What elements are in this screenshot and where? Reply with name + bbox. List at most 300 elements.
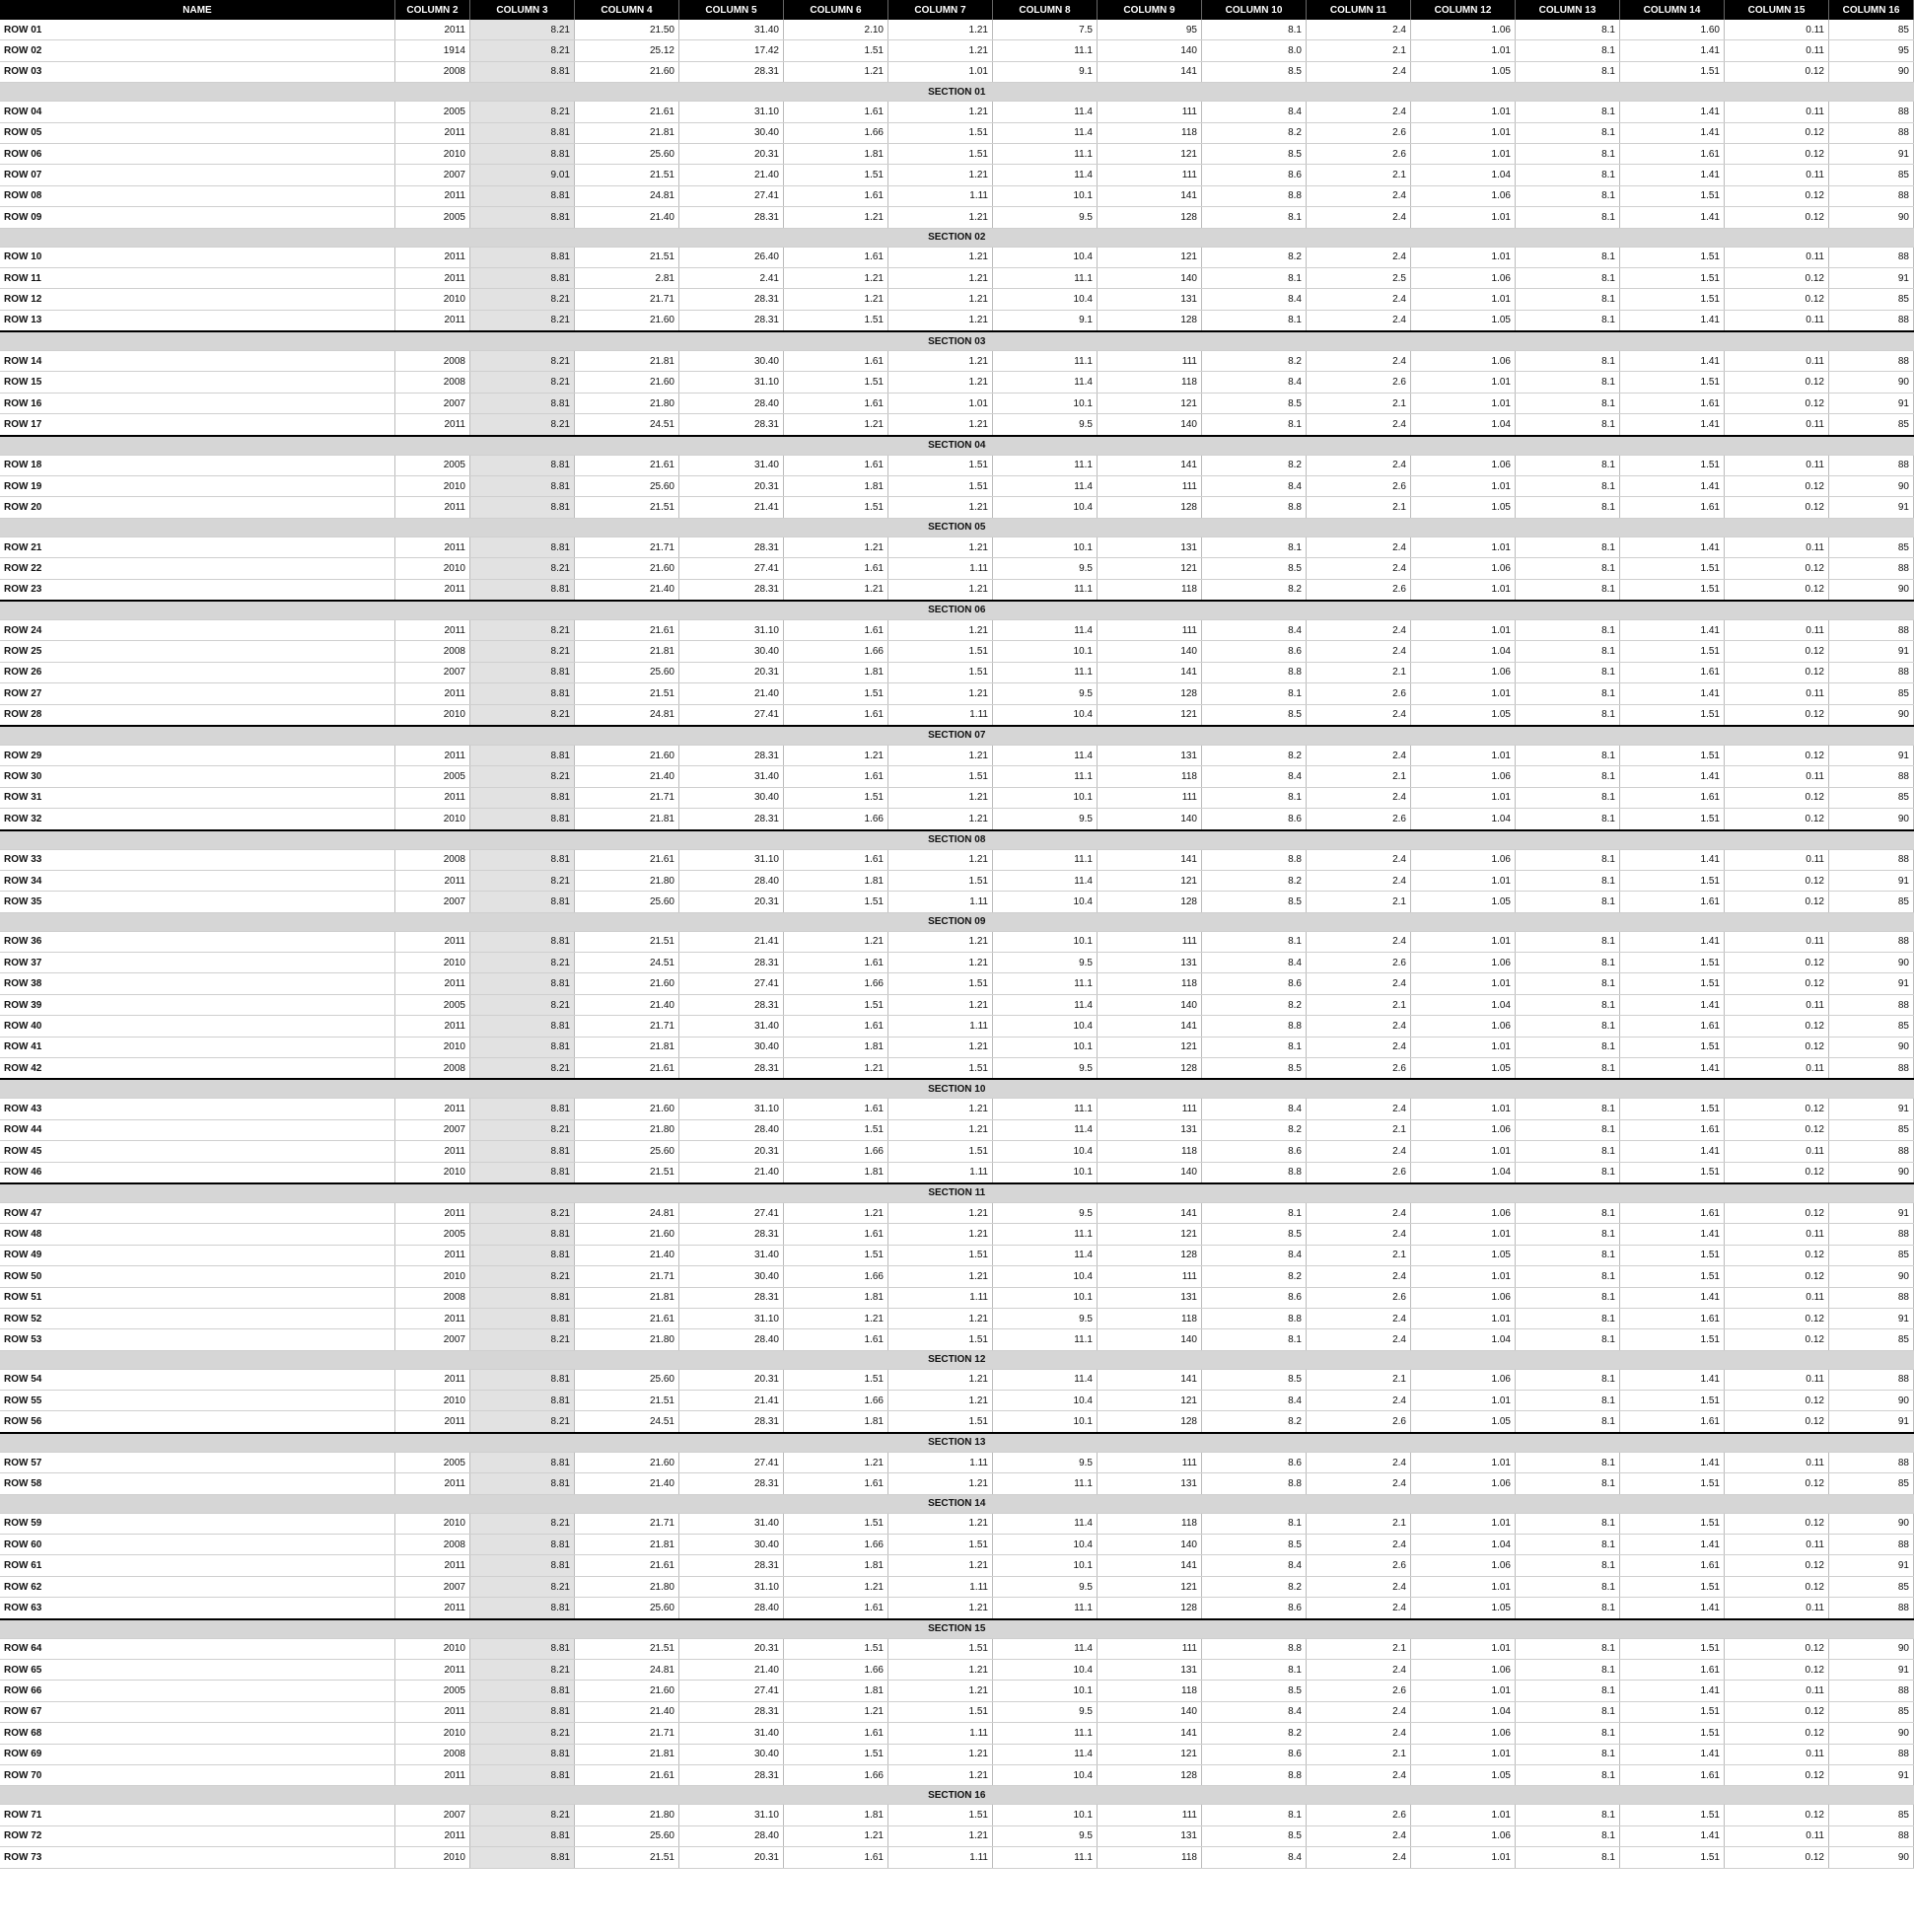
table-cell: 8.1 [1516, 1825, 1620, 1846]
table-cell: 8.1 [1202, 267, 1307, 288]
column-header[interactable]: COLUMN 10 [1202, 0, 1307, 20]
table-cell: 10.4 [993, 1535, 1098, 1555]
column-header[interactable]: COLUMN 3 [470, 0, 575, 20]
table-cell: 1.04 [1411, 641, 1516, 662]
section-header-row [0, 518, 1914, 537]
table-cell: 1.06 [1411, 558, 1516, 579]
table-cell: 25.60 [575, 476, 679, 497]
column-header[interactable]: COLUMN 12 [1411, 0, 1516, 20]
table-cell: 0.12 [1725, 1099, 1829, 1119]
table-cell: 8.1 [1516, 662, 1620, 682]
table-cell: 85 [1829, 1473, 1914, 1494]
table-row[interactable] [0, 1555, 1914, 1576]
table-cell: 1.81 [784, 662, 888, 682]
table-cell: 1.21 [888, 497, 993, 518]
table-cell: 1.01 [1411, 40, 1516, 61]
table-cell: 131 [1098, 1825, 1202, 1846]
table-cell: 1.21 [888, 207, 993, 228]
table-cell: 21.80 [575, 870, 679, 891]
table-cell: 1.11 [888, 1576, 993, 1597]
table-cell: 9.1 [993, 310, 1098, 331]
table-row[interactable] [0, 579, 1914, 601]
table-cell: 31.40 [679, 1723, 784, 1744]
row-name-cell: ROW 70 [0, 1764, 395, 1785]
table-cell: 1.51 [1620, 247, 1725, 267]
table-cell: 2011 [395, 537, 470, 557]
column-header[interactable]: COLUMN 2 [395, 0, 470, 20]
table-cell: 1.21 [888, 1513, 993, 1534]
table-cell: 1.61 [784, 102, 888, 122]
table-cell: 8.5 [1202, 1535, 1307, 1555]
table-row[interactable] [0, 497, 1914, 518]
table-cell: 8.1 [1516, 20, 1620, 40]
section-header-row [0, 1786, 1914, 1805]
table-cell: 1.06 [1411, 1016, 1516, 1037]
table-cell: 1.21 [888, 267, 993, 288]
table-cell: 1.21 [888, 579, 993, 601]
table-row[interactable] [0, 558, 1914, 579]
table-cell: 2.1 [1307, 165, 1411, 185]
column-header[interactable]: COLUMN 7 [888, 0, 993, 20]
row-name-cell: ROW 46 [0, 1162, 395, 1183]
table-cell: 8.1 [1516, 579, 1620, 601]
column-header[interactable]: COLUMN 13 [1516, 0, 1620, 20]
table-row[interactable] [0, 1805, 1914, 1825]
row-name-cell: ROW 41 [0, 1037, 395, 1057]
table-cell: 1.21 [888, 1224, 993, 1245]
table-row[interactable] [0, 310, 1914, 331]
table-cell: 2.4 [1307, 1847, 1411, 1868]
table-row[interactable] [0, 1329, 1914, 1350]
table-cell: 2.4 [1307, 1452, 1411, 1472]
table-row[interactable] [0, 892, 1914, 912]
row-name-cell: ROW 02 [0, 40, 395, 61]
table-cell: 21.61 [575, 619, 679, 640]
table-cell: 2.1 [1307, 1513, 1411, 1534]
table-cell: 1.21 [888, 1119, 993, 1140]
table-cell: 88 [1829, 558, 1914, 579]
table-cell: 1.51 [784, 1744, 888, 1764]
table-cell: 1.61 [1620, 1660, 1725, 1681]
table-cell: 1.41 [1620, 931, 1725, 952]
row-name-cell: ROW 42 [0, 1058, 395, 1080]
table-cell: 0.12 [1725, 1723, 1829, 1744]
table-cell: 31.40 [679, 1016, 784, 1037]
table-cell: 1.21 [888, 414, 993, 436]
table-cell: 1.21 [888, 931, 993, 952]
table-row[interactable] [0, 247, 1914, 267]
table-cell: 0.12 [1725, 476, 1829, 497]
column-header[interactable]: COLUMN 9 [1098, 0, 1202, 20]
table-cell: 1.61 [784, 766, 888, 787]
table-row[interactable] [0, 1266, 1914, 1287]
table-cell: 0.11 [1725, 165, 1829, 185]
section-title: SECTION 16 [0, 1786, 1914, 1805]
table-row[interactable] [0, 1391, 1914, 1411]
table-cell: 8.1 [1516, 1245, 1620, 1265]
table-row[interactable] [0, 787, 1914, 808]
table-row[interactable] [0, 1119, 1914, 1140]
section-title: SECTION 13 [0, 1433, 1914, 1453]
table-cell: 2010 [395, 1638, 470, 1659]
table-cell: 1.41 [1620, 1058, 1725, 1080]
table-cell: 2011 [395, 185, 470, 206]
table-cell: 8.81 [470, 662, 575, 682]
table-cell: 1.41 [1620, 122, 1725, 143]
table-cell: 30.40 [679, 787, 784, 808]
table-row[interactable] [0, 1099, 1914, 1119]
table-row[interactable] [0, 1058, 1914, 1080]
table-cell: 21.40 [679, 1660, 784, 1681]
table-cell: 0.11 [1725, 683, 1829, 704]
table-cell: 1.51 [1620, 870, 1725, 891]
table-cell: 8.81 [470, 267, 575, 288]
table-row[interactable] [0, 641, 1914, 662]
table-cell: 8.1 [1516, 1535, 1620, 1555]
table-cell: 118 [1098, 1141, 1202, 1162]
table-cell: 8.1 [1202, 1660, 1307, 1681]
table-cell: 0.11 [1725, 1681, 1829, 1701]
table-cell: 21.61 [575, 1555, 679, 1576]
table-row[interactable] [0, 537, 1914, 557]
table-cell: 8.4 [1202, 1847, 1307, 1868]
table-cell: 21.60 [575, 1681, 679, 1701]
table-cell: 90 [1829, 1723, 1914, 1744]
table-cell: 2005 [395, 1452, 470, 1472]
table-cell: 8.21 [470, 619, 575, 640]
table-cell: 2005 [395, 1681, 470, 1701]
table-cell: 121 [1098, 143, 1202, 164]
table-cell: 128 [1098, 892, 1202, 912]
table-cell: 2.41 [679, 267, 784, 288]
table-row[interactable] [0, 870, 1914, 891]
table-row[interactable] [0, 143, 1914, 164]
table-row[interactable] [0, 1723, 1914, 1744]
table-row[interactable] [0, 351, 1914, 372]
table-cell: 8.1 [1516, 1119, 1620, 1140]
table-cell: 8.81 [470, 745, 575, 765]
column-header[interactable]: COLUMN 11 [1307, 0, 1411, 20]
table-cell: 1.51 [888, 641, 993, 662]
table-row[interactable] [0, 1576, 1914, 1597]
table-cell: 11.1 [993, 1473, 1098, 1494]
table-cell: 8.6 [1202, 1452, 1307, 1472]
table-row[interactable] [0, 1638, 1914, 1659]
table-row[interactable] [0, 1764, 1914, 1785]
table-cell: 1.11 [888, 1016, 993, 1037]
row-name-cell: ROW 35 [0, 892, 395, 912]
table-row[interactable] [0, 683, 1914, 704]
table-row[interactable] [0, 1308, 1914, 1328]
table-cell: 1.21 [888, 1598, 993, 1619]
table-cell: 90 [1829, 1037, 1914, 1057]
table-cell: 1.01 [1411, 973, 1516, 994]
table-cell: 2011 [395, 619, 470, 640]
table-cell: 1.51 [1620, 1266, 1725, 1287]
table-row[interactable] [0, 994, 1914, 1015]
table-cell: 2.10 [784, 20, 888, 40]
table-row[interactable] [0, 1037, 1914, 1057]
column-header[interactable]: COLUMN 14 [1620, 0, 1725, 20]
table-row[interactable] [0, 455, 1914, 475]
row-name-cell: ROW 50 [0, 1266, 395, 1287]
table-cell: 21.80 [575, 1329, 679, 1350]
table-cell: 1.51 [1620, 641, 1725, 662]
table-cell: 28.40 [679, 1119, 784, 1140]
table-cell: 8.1 [1202, 207, 1307, 228]
table-cell: 121 [1098, 247, 1202, 267]
table-row[interactable] [0, 165, 1914, 185]
table-cell: 1.01 [1411, 1391, 1516, 1411]
table-cell: 121 [1098, 1224, 1202, 1245]
column-header[interactable]: COLUMN 8 [993, 0, 1098, 20]
table-cell: 1.21 [784, 579, 888, 601]
table-cell: 1.61 [1620, 662, 1725, 682]
table-cell: 21.80 [575, 1119, 679, 1140]
table-cell: 1.06 [1411, 1723, 1516, 1744]
table-row[interactable] [0, 1473, 1914, 1494]
table-cell: 28.31 [679, 310, 784, 331]
table-cell: 8.1 [1202, 931, 1307, 952]
table-cell: 1.51 [784, 497, 888, 518]
table-cell: 0.12 [1725, 393, 1829, 413]
table-cell: 88 [1829, 1058, 1914, 1080]
table-cell: 2.4 [1307, 1224, 1411, 1245]
table-row[interactable] [0, 1535, 1914, 1555]
table-row[interactable] [0, 393, 1914, 413]
table-cell: 8.21 [470, 1411, 575, 1433]
table-cell: 1.04 [1411, 1162, 1516, 1183]
table-cell: 2011 [395, 1473, 470, 1494]
table-cell: 8.1 [1516, 310, 1620, 331]
table-cell: 8.5 [1202, 1369, 1307, 1390]
row-name-cell: ROW 51 [0, 1287, 395, 1308]
table-row[interactable] [0, 704, 1914, 726]
table-cell: 21.60 [575, 745, 679, 765]
table-cell: 28.31 [679, 953, 784, 973]
table-cell: 8.1 [1516, 414, 1620, 436]
table-row[interactable] [0, 289, 1914, 310]
table-cell: 21.81 [575, 351, 679, 372]
table-row[interactable] [0, 1287, 1914, 1308]
table-cell: 9.5 [993, 1202, 1098, 1223]
table-row[interactable] [0, 102, 1914, 122]
table-cell: 8.81 [470, 809, 575, 830]
table-cell: 8.81 [470, 1764, 575, 1785]
table-cell: 90 [1829, 704, 1914, 726]
table-cell: 8.21 [470, 994, 575, 1015]
table-cell: 8.1 [1516, 1308, 1620, 1328]
table-row[interactable] [0, 619, 1914, 640]
table-cell: 1.21 [888, 289, 993, 310]
table-cell: 8.1 [1516, 1452, 1620, 1472]
table-cell: 88 [1829, 766, 1914, 787]
table-cell: 2.4 [1307, 1825, 1411, 1846]
table-row[interactable] [0, 1224, 1914, 1245]
row-name-cell: ROW 18 [0, 455, 395, 475]
table-row[interactable] [0, 953, 1914, 973]
table-row[interactable] [0, 40, 1914, 61]
table-cell: 1.01 [1411, 1744, 1516, 1764]
table-cell: 91 [1829, 267, 1914, 288]
table-row[interactable] [0, 1411, 1914, 1433]
table-cell: 1.51 [784, 1245, 888, 1265]
row-name-cell: ROW 29 [0, 745, 395, 765]
table-cell: 111 [1098, 1099, 1202, 1119]
table-cell: 2011 [395, 1764, 470, 1785]
table-cell: 88 [1829, 1141, 1914, 1162]
table-cell: 2.4 [1307, 61, 1411, 82]
table-row[interactable] [0, 1744, 1914, 1764]
table-row[interactable] [0, 122, 1914, 143]
table-row[interactable] [0, 207, 1914, 228]
table-cell: 131 [1098, 537, 1202, 557]
column-header[interactable]: COLUMN 16 [1829, 0, 1914, 20]
table-cell: 1.61 [784, 704, 888, 726]
table-cell: 2011 [395, 1099, 470, 1119]
table-cell: 8.1 [1202, 787, 1307, 808]
table-cell: 8.1 [1516, 497, 1620, 518]
table-cell: 1.11 [888, 1287, 993, 1308]
table-cell: 1.66 [784, 973, 888, 994]
table-cell: 2010 [395, 1513, 470, 1534]
table-cell: 2011 [395, 870, 470, 891]
section-title: SECTION 04 [0, 436, 1914, 456]
table-row[interactable] [0, 931, 1914, 952]
table-row[interactable] [0, 1452, 1914, 1472]
table-row[interactable] [0, 1701, 1914, 1722]
table-cell: 21.81 [575, 1037, 679, 1057]
table-cell: 24.51 [575, 953, 679, 973]
table-row[interactable] [0, 809, 1914, 830]
table-row[interactable] [0, 1847, 1914, 1868]
table-row[interactable] [0, 20, 1914, 40]
table-cell: 11.4 [993, 1638, 1098, 1659]
table-cell: 0.12 [1725, 1119, 1829, 1140]
table-row[interactable] [0, 414, 1914, 436]
table-cell: 1.51 [784, 1119, 888, 1140]
table-row[interactable] [0, 662, 1914, 682]
table-cell: 0.11 [1725, 351, 1829, 372]
table-cell: 8.4 [1202, 1555, 1307, 1576]
table-row[interactable] [0, 1016, 1914, 1037]
table-cell: 8.81 [470, 143, 575, 164]
table-cell: 1.21 [784, 61, 888, 82]
table-cell: 8.1 [1202, 1329, 1307, 1350]
section-header-row [0, 912, 1914, 931]
table-cell: 11.1 [993, 579, 1098, 601]
table-cell: 2.1 [1307, 1638, 1411, 1659]
table-row[interactable] [0, 973, 1914, 994]
table-row[interactable] [0, 476, 1914, 497]
table-cell: 2.6 [1307, 1058, 1411, 1080]
table-cell: 141 [1098, 1202, 1202, 1223]
table-row[interactable] [0, 766, 1914, 787]
table-cell: 91 [1829, 870, 1914, 891]
table-cell: 8.1 [1516, 1513, 1620, 1534]
table-cell: 8.8 [1202, 1016, 1307, 1037]
table-cell: 1.21 [888, 537, 993, 557]
table-row[interactable] [0, 372, 1914, 393]
table-row[interactable] [0, 1245, 1914, 1265]
table-row[interactable] [0, 267, 1914, 288]
column-header[interactable]: COLUMN 5 [679, 0, 784, 20]
table-cell: 2005 [395, 994, 470, 1015]
table-row[interactable] [0, 61, 1914, 82]
table-cell: 85 [1829, 165, 1914, 185]
table-cell: 1.61 [1620, 1764, 1725, 1785]
table-row[interactable] [0, 1141, 1914, 1162]
table-row[interactable] [0, 1825, 1914, 1846]
table-row[interactable] [0, 185, 1914, 206]
table-cell: 8.2 [1202, 579, 1307, 601]
table-cell: 2.6 [1307, 1555, 1411, 1576]
table-cell: 1.05 [1411, 892, 1516, 912]
table-cell: 2011 [395, 1369, 470, 1390]
row-name-cell: ROW 33 [0, 849, 395, 870]
column-header[interactable]: COLUMN 15 [1725, 0, 1829, 20]
table-row[interactable] [0, 1162, 1914, 1183]
table-cell: 8.81 [470, 1369, 575, 1390]
table-row[interactable] [0, 1513, 1914, 1534]
table-cell: 27.41 [679, 973, 784, 994]
table-cell: 1.81 [784, 1681, 888, 1701]
table-cell: 8.81 [470, 892, 575, 912]
column-header[interactable]: NAME [0, 0, 395, 20]
table-row[interactable] [0, 1681, 1914, 1701]
table-cell: 91 [1829, 641, 1914, 662]
table-cell: 111 [1098, 165, 1202, 185]
table-cell: 8.21 [470, 1513, 575, 1534]
table-cell: 11.1 [993, 143, 1098, 164]
table-cell: 28.40 [679, 393, 784, 413]
table-cell: 8.1 [1516, 1660, 1620, 1681]
table-cell: 2010 [395, 476, 470, 497]
table-cell: 85 [1829, 414, 1914, 436]
table-cell: 8.1 [1516, 1555, 1620, 1576]
table-cell: 8.21 [470, 1329, 575, 1350]
table-cell: 8.1 [1202, 1202, 1307, 1223]
row-name-cell: ROW 43 [0, 1099, 395, 1119]
table-cell: 1.51 [784, 165, 888, 185]
column-header[interactable]: COLUMN 4 [575, 0, 679, 20]
table-cell: 0.12 [1725, 1473, 1829, 1494]
row-name-cell: ROW 23 [0, 579, 395, 601]
table-cell: 140 [1098, 267, 1202, 288]
table-cell: 1.11 [888, 185, 993, 206]
table-cell: 8.1 [1516, 849, 1620, 870]
table-cell: 8.81 [470, 1825, 575, 1846]
table-row[interactable] [0, 1598, 1914, 1619]
column-header[interactable]: COLUMN 6 [784, 0, 888, 20]
table-cell: 1.41 [1620, 1744, 1725, 1764]
table-row[interactable] [0, 1369, 1914, 1390]
row-name-cell: ROW 48 [0, 1224, 395, 1245]
table-cell: 1.21 [784, 267, 888, 288]
table-row[interactable] [0, 745, 1914, 765]
table-cell: 8.1 [1516, 619, 1620, 640]
table-cell: 21.60 [575, 1224, 679, 1245]
table-cell: 1.01 [1411, 1513, 1516, 1534]
table-cell: 1.01 [1411, 1681, 1516, 1701]
table-cell: 24.81 [575, 1202, 679, 1223]
table-cell: 30.40 [679, 1037, 784, 1057]
table-row[interactable] [0, 1660, 1914, 1681]
table-row[interactable] [0, 849, 1914, 870]
table-row[interactable] [0, 1202, 1914, 1223]
table-cell: 111 [1098, 102, 1202, 122]
table-cell: 8.6 [1202, 1287, 1307, 1308]
